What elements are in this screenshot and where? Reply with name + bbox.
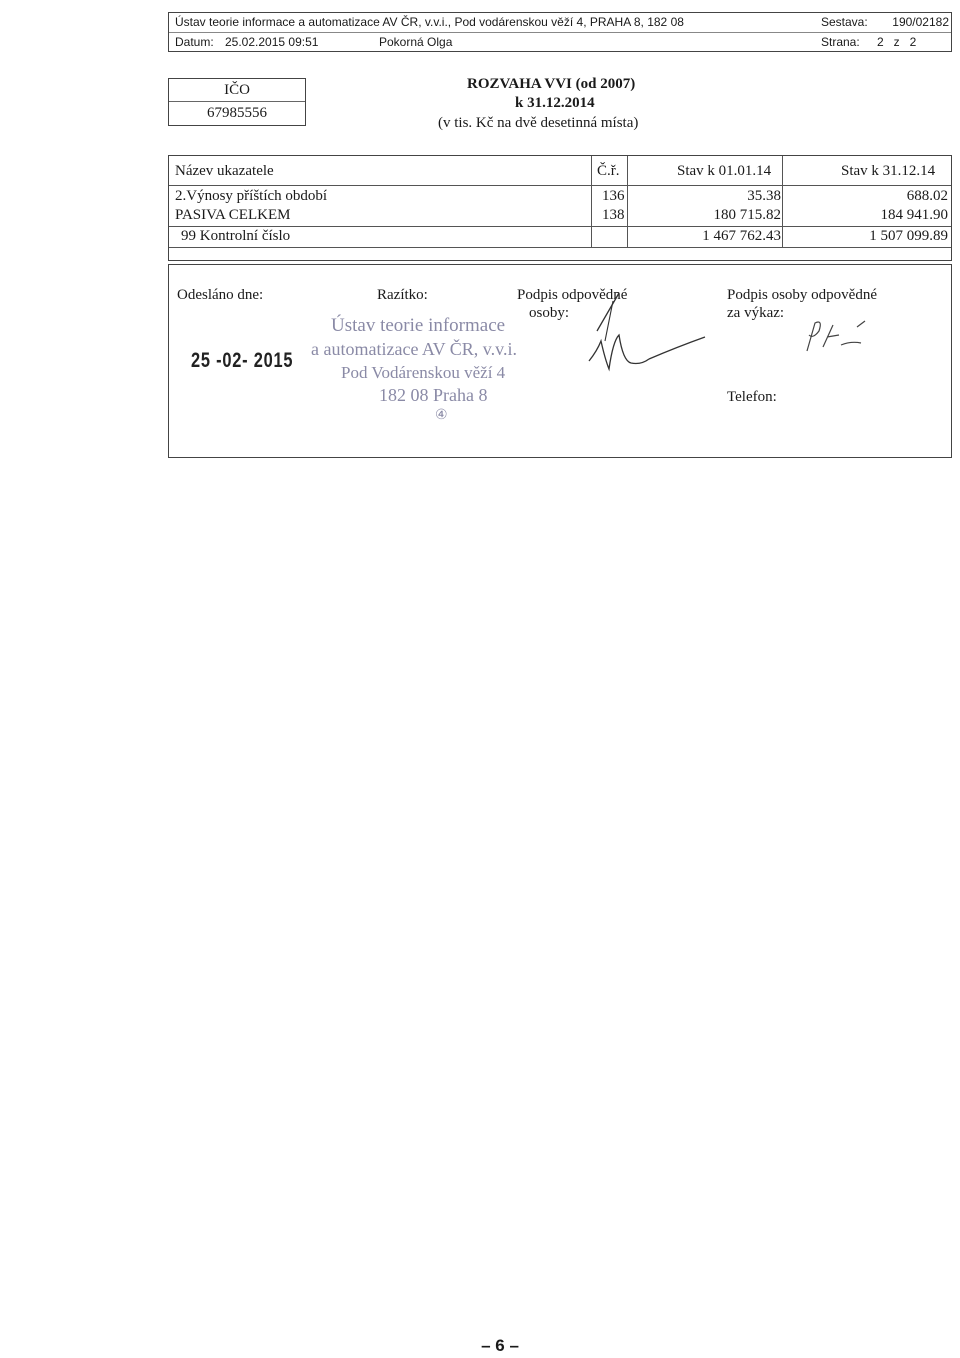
- ico-divider: [169, 101, 305, 102]
- page-number: – 6 –: [481, 1336, 519, 1355]
- row-end: 184 941.90: [880, 207, 948, 223]
- sestava-value: 190/02182: [892, 15, 949, 29]
- responsible-label: Podpis odpovědné: [517, 287, 628, 303]
- header-name: Název ukazatele: [175, 163, 274, 179]
- row-divider: [169, 247, 951, 248]
- institution-name: Ústav teorie informace a automatizace AV ČR, v.v.i., Pod vodárenskou věží 4, PRAHA 8, 182 08: [175, 15, 684, 29]
- sestava-label: Sestava:: [821, 15, 868, 29]
- phone-label: Telefon:: [727, 389, 777, 405]
- row-name: 99 Kontrolní číslo: [181, 228, 291, 244]
- stamp-line: Pod Vodárenskou věží 4: [341, 363, 506, 382]
- stamp-line: Ústav teorie informace: [331, 315, 506, 336]
- row-name: PASIVA CELKEM: [175, 207, 291, 223]
- header-row-divider: [169, 185, 951, 186]
- report-label: Podpis osoby odpovědné: [727, 287, 877, 303]
- stamp-label: Razítko:: [377, 287, 428, 303]
- responsible-signature: [579, 281, 719, 381]
- ico-value: 67985556: [207, 105, 267, 121]
- col-divider: [627, 156, 628, 247]
- stamp-line: 182 08 Praha 8: [379, 385, 488, 405]
- ico-box: [168, 78, 306, 126]
- responsible-label-cont: osoby:: [529, 305, 570, 321]
- col-divider: [591, 156, 592, 247]
- col-divider: [782, 156, 783, 247]
- stamp-number: ④: [435, 408, 448, 423]
- balance-table: [168, 155, 952, 261]
- report-date: k 31.12.2014: [515, 95, 595, 111]
- sent-label: Odesláno dne:: [177, 287, 264, 303]
- header-row-number: Č.ř.: [597, 163, 620, 179]
- stamp-line: a automatizace AV ČR, v.v.i.: [311, 339, 517, 359]
- row-number: 136: [602, 188, 625, 204]
- row-end: 688.02: [906, 188, 948, 204]
- report-header: [168, 12, 952, 52]
- report-label-cont: za výkaz:: [727, 305, 785, 321]
- sent-date: 25 -02- 2015: [191, 349, 294, 372]
- datum-value: 25.02.2015 09:51: [225, 35, 319, 49]
- row-name: 2.Výnosy příštích období: [175, 188, 328, 204]
- report-units: (v tis. Kč na dvě desetinná místa): [438, 115, 639, 131]
- row-start: 180 715.82: [713, 207, 781, 223]
- strana-label: Strana:: [821, 35, 860, 49]
- row-start: 35.38: [747, 188, 781, 204]
- row-end: 1 507 099.89: [869, 228, 948, 244]
- ico-label: IČO: [224, 82, 250, 98]
- header-divider: [169, 32, 951, 33]
- report-signature: [797, 311, 877, 361]
- header-start: Stav k 01.01.14: [677, 163, 772, 179]
- row-start: 1 467 762.43: [702, 228, 781, 244]
- row-number: 138: [602, 207, 625, 223]
- signature-box: [168, 264, 952, 458]
- row-divider: [169, 226, 951, 227]
- report-title: ROZVAHA VVI (od 2007): [467, 76, 636, 92]
- datum-label: Datum:: [175, 35, 214, 49]
- header-end: Stav k 31.12.14: [841, 163, 936, 179]
- person-name: Pokorná Olga: [379, 35, 453, 49]
- strana-value: 2 z 2: [877, 35, 917, 49]
